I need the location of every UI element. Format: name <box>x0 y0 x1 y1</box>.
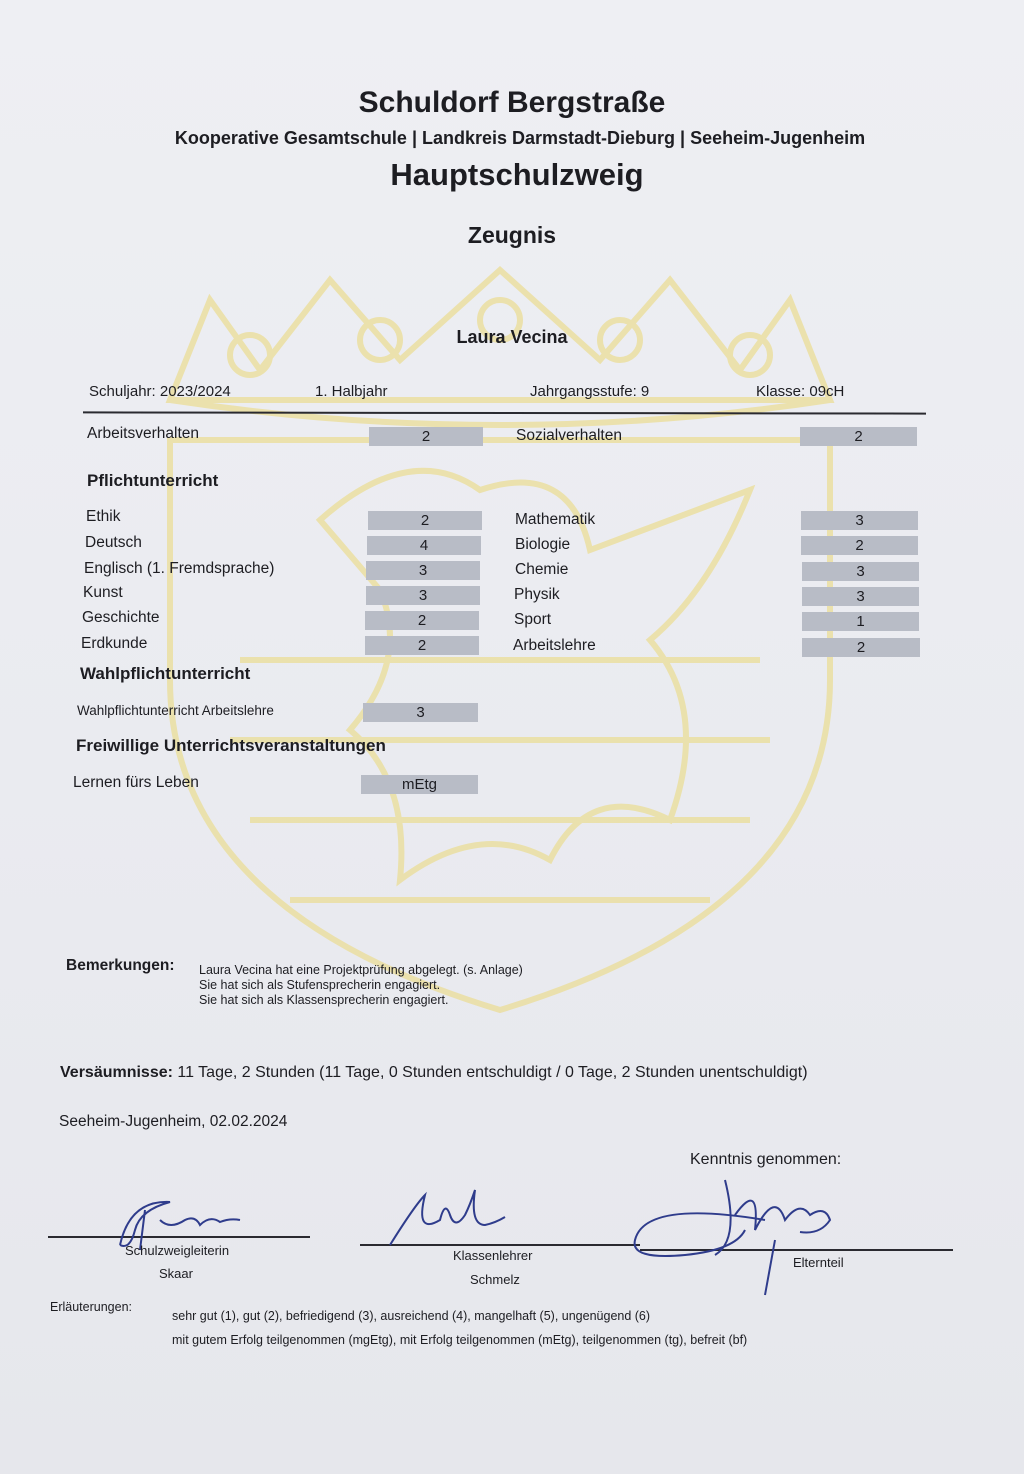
signature-role: Elternteil <box>793 1255 844 1270</box>
grade-box: 4 <box>367 536 481 555</box>
subject-label: Deutsch <box>85 534 142 551</box>
subject-label: Ethik <box>86 508 121 525</box>
school-subtitle: Kooperative Gesamtschule | Landkreis Darmstadt-Dieburg | Seeheim-Jugenheim <box>174 128 866 148</box>
grade-box: 2 <box>801 536 918 555</box>
legend-line: sehr gut (1), gut (2), befriedigend (3), ausreichend (4), mangelhaft (5), ungenügend (6) <box>172 1309 651 1323</box>
grade-box: 2 <box>800 427 917 446</box>
grade-box: 2 <box>365 611 479 630</box>
behavior-label: Sozialverhalten <box>516 427 622 444</box>
subject-label: Sport <box>514 611 552 628</box>
remarks-heading: Bemerkungen: <box>66 957 175 974</box>
signature-parent-icon <box>625 1160 865 1300</box>
acknowledgement-label: Kenntnis genommen: <box>690 1151 842 1168</box>
subject-label: Lernen fürs Leben <box>73 774 199 791</box>
remark-line: Sie hat sich als Klassensprecherin engagiert. <box>199 993 449 1007</box>
signature-schmelz-icon <box>385 1185 515 1250</box>
grade-box: 1 <box>802 612 919 631</box>
school-year: Schuljahr: 2023/2024 <box>89 383 231 400</box>
place-date: Seeheim-Jugenheim, 02.02.2024 <box>59 1113 288 1130</box>
student-name: Laura Vecina <box>456 327 568 347</box>
subject-label: Englisch (1. Fremdsprache) <box>84 560 275 577</box>
legend-label: Erläuterungen: <box>50 1300 133 1314</box>
subject-label: Erdkunde <box>81 635 148 652</box>
section-heading: Freiwillige Unterrichtsveranstaltungen <box>76 736 386 755</box>
subject-label: Physik <box>514 586 560 603</box>
subject-label: Kunst <box>83 584 123 601</box>
grade-box: mEtg <box>361 775 478 794</box>
subject-label: Mathematik <box>515 511 596 528</box>
subject-label: Chemie <box>515 561 569 578</box>
signature-role: Klassenlehrer <box>453 1248 533 1263</box>
grade-box: 3 <box>802 562 919 581</box>
school-branch: Hauptschulzweig <box>390 157 644 192</box>
section-heading: Pflichtunterricht <box>87 471 219 490</box>
grade-box: 3 <box>366 586 480 605</box>
grade-box: 2 <box>365 636 479 655</box>
subject-label: Geschichte <box>82 609 160 626</box>
term: 1. Halbjahr <box>315 383 388 400</box>
document-type: Zeugnis <box>467 222 557 248</box>
coat-of-arms-watermark-icon <box>150 260 850 1020</box>
behavior-label: Arbeitsverhalten <box>87 425 200 442</box>
grade-box: 2 <box>802 638 920 657</box>
grade-box: 3 <box>801 511 918 530</box>
section-heading: Wahlpflichtunterricht <box>80 664 251 683</box>
remark-line: Laura Vecina hat eine Projektprüfung abgelegt. (s. Anlage) <box>199 963 523 977</box>
absences-label: Versäumnisse: <box>60 1064 173 1081</box>
subject-label: Biologie <box>515 536 571 553</box>
grade-box: 3 <box>366 561 480 580</box>
legend-line: mit gutem Erfolg teilgenommen (mgEtg), mit Erfolg teilgenommen (mEtg), teilgenommen (tg), befreit (bf) <box>172 1333 748 1347</box>
signature-name: Skaar <box>159 1266 193 1281</box>
class: Klasse: 09cH <box>756 383 845 400</box>
grade-level: Jahrgangsstufe: 9 <box>530 383 650 400</box>
grade-box: 2 <box>368 511 482 530</box>
remark-line: Sie hat sich als Stufensprecherin engagiert. <box>199 978 441 992</box>
school-name: Schuldorf Bergstraße <box>358 86 666 119</box>
signature-name: Schmelz <box>470 1272 520 1287</box>
signature-role: Schulzweigleiterin <box>125 1243 230 1258</box>
grade-box: 3 <box>363 703 478 722</box>
subject-label: Arbeitslehre <box>513 637 596 654</box>
absences <box>60 1064 808 1082</box>
absences-text: 11 Tage, 2 Stunden (11 Tage, 0 Stunden entschuldigt / 0 Tage, 2 Stunden unentschuldigt) <box>177 1064 808 1081</box>
subject-label: Wahlpflichtunterricht Arbeitslehre <box>77 703 274 718</box>
grade-box: 3 <box>802 587 919 606</box>
grade-box: 2 <box>369 427 483 446</box>
